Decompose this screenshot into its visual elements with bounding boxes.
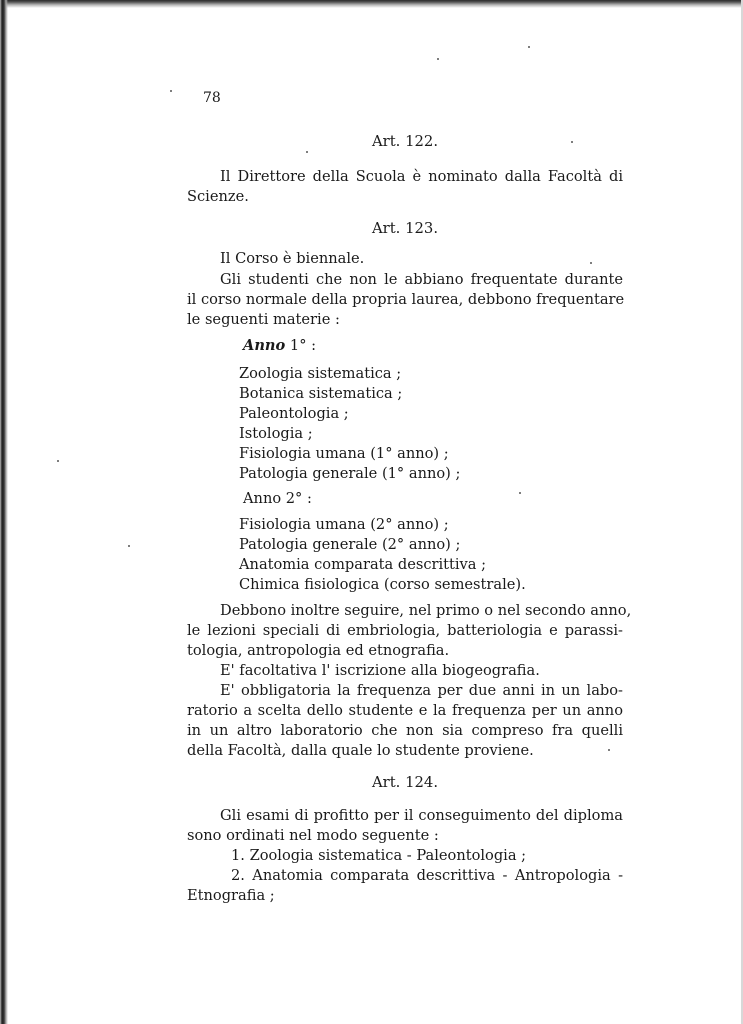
article-heading-123: Art. 123. xyxy=(371,220,439,237)
art123-para4-line-1: E' obbligatoria la frequenza per due anni in un labo- xyxy=(220,682,623,699)
article-heading-124: Art. 124. xyxy=(371,774,439,791)
scan-speck xyxy=(128,545,130,547)
year-1-heading-number: 1° : xyxy=(285,337,317,354)
art123-para2-line-1: Debbono inoltre seguire, nel primo o nel secondo anno, xyxy=(220,602,632,619)
art124-para1-line-2: sono ordinati nel modo seguente : xyxy=(187,827,439,844)
art123-intro: Il Corso è biennale. xyxy=(220,250,365,267)
scan-speck xyxy=(170,90,172,92)
scan-speck xyxy=(590,262,592,264)
year-1-subject: Istologia ; xyxy=(239,425,313,442)
year-1-subject: Patologia generale (1° anno) ; xyxy=(239,465,461,482)
exam-item: 1. Zoologia sistematica - Paleontologia ; xyxy=(231,847,527,864)
article-heading-122: Art. 122. xyxy=(371,133,439,150)
scan-speck xyxy=(528,46,530,48)
scan-speck xyxy=(57,460,59,462)
art123-para4-line-4: della Facoltà, dalla quale lo studente proviene. xyxy=(187,742,534,759)
art123-para4-line-2: ratorio a scelta dello studente e la frequenza per un anno xyxy=(187,702,623,719)
scan-speck xyxy=(437,58,439,60)
art122-line-2: Scienze. xyxy=(187,188,249,205)
art123-para1-line-3: le seguenti materie : xyxy=(187,311,340,328)
year-2-heading: Anno 2° : xyxy=(243,490,312,507)
scan-edge-left xyxy=(0,0,8,1024)
scan-speck xyxy=(608,749,610,751)
year-2-subject: Fisiologia umana (2° anno) ; xyxy=(239,516,449,533)
art123-para4-line-3: in un altro laboratorio che non sia compreso fra quelli xyxy=(187,722,623,739)
year-2-subject: Patologia generale (2° anno) ; xyxy=(239,536,461,553)
art123-para1-line-1: Gli studenti che non le abbiano frequentate durante xyxy=(220,271,623,288)
year-1-subject: Paleontologia ; xyxy=(239,405,349,422)
year-2-subject: Anatomia comparata descrittiva ; xyxy=(239,556,487,573)
year-1-subject: Botanica sistematica ; xyxy=(239,385,403,402)
scan-speck xyxy=(306,151,308,153)
year-1-heading-word: Anno xyxy=(243,337,286,354)
scan-edge-top xyxy=(0,0,743,8)
art122-line-1: Il Direttore della Scuola è nominato dalla Facoltà di xyxy=(220,168,623,185)
scan-speck xyxy=(519,492,521,494)
art123-para1-line-2: il corso normale della propria laurea, debbono frequentare xyxy=(187,291,625,308)
year-1-subject: Zoologia sistematica ; xyxy=(239,365,402,382)
scan-speck xyxy=(571,141,573,143)
year-1-subject: Fisiologia umana (1° anno) ; xyxy=(239,445,449,462)
art123-para2-line-3: tologia, antropologia ed etnografia. xyxy=(187,642,450,659)
year-1-heading xyxy=(243,336,316,356)
exam-item: 2. Anatomia comparata descrittiva - Antropologia - xyxy=(231,867,623,884)
art123-para3: E' facoltativa l' iscrizione alla biogeografia. xyxy=(220,662,540,679)
page-number: 78 xyxy=(203,90,221,106)
exam-item-continuation: Etnografia ; xyxy=(187,887,275,904)
year-2-subject: Chimica fisiologica (corso semestrale). xyxy=(239,576,526,593)
art124-para1-line-1: Gli esami di profitto per il conseguimento del diploma xyxy=(220,807,623,824)
art123-para2-line-2: le lezioni speciali di embriologia, batteriologia e parassi- xyxy=(187,622,623,639)
